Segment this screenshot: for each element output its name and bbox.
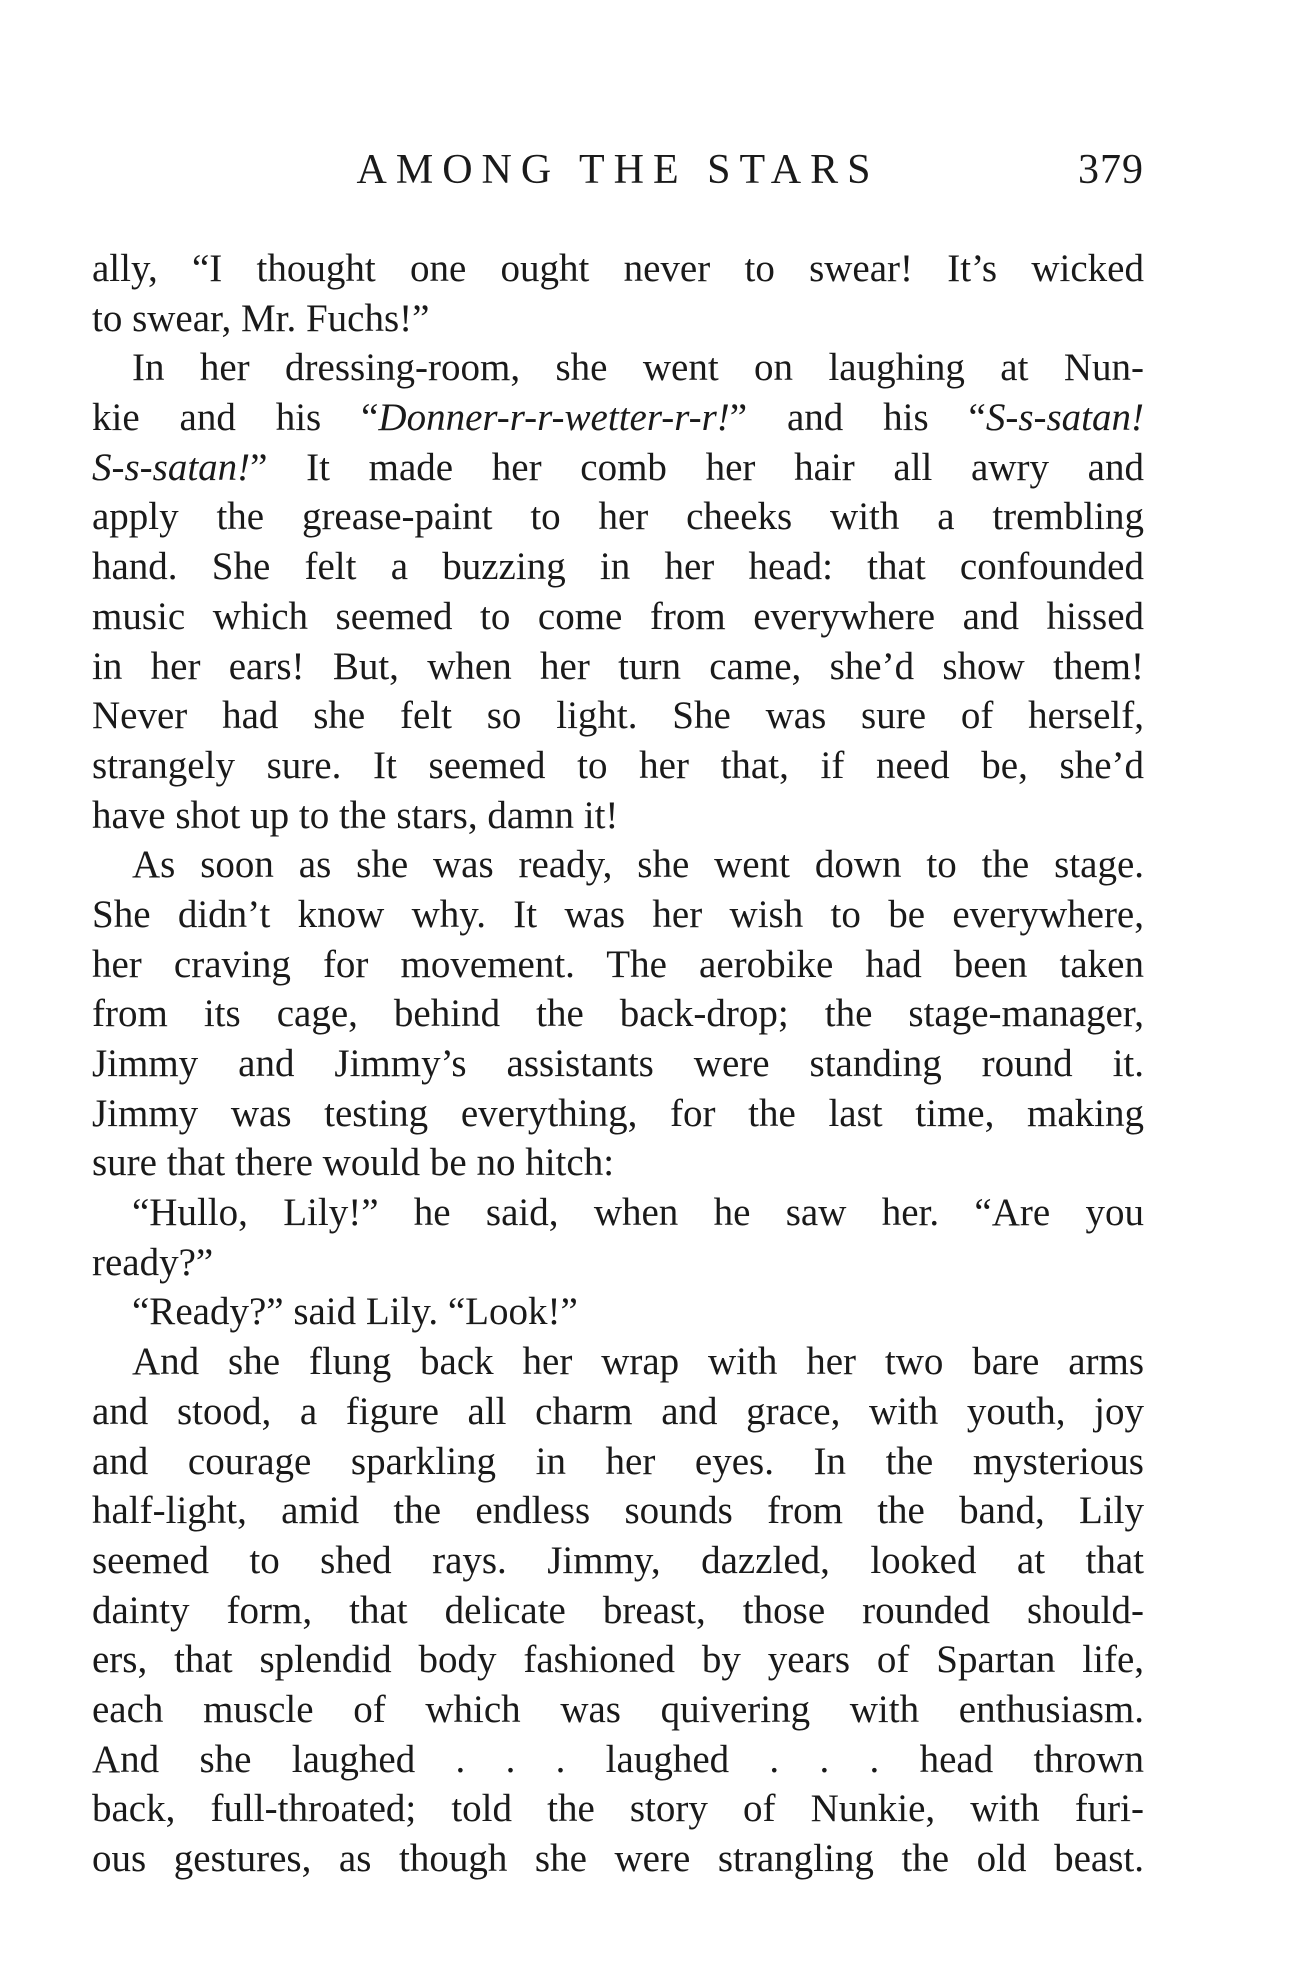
text-line: And she flung back her wrap with her two bare arms [132, 1340, 1144, 1384]
text-line: half-light, amid the endless sounds from the band, Lily [92, 1489, 1144, 1533]
running-head [92, 140, 1144, 200]
text-line: “Hullo, Lily!” he said, when he saw her. “Are you [132, 1191, 1144, 1235]
text-line: sure that there would be no hitch: [92, 1141, 615, 1185]
text-line: Jimmy was testing everything, for the last time, making [92, 1091, 1144, 1135]
text-line: music which seemed to come from everywhere and hissed [92, 594, 1144, 638]
text-line: ers, that splendid body fashioned by years of Spartan life, [92, 1638, 1144, 1682]
text-line: ally, “I thought one ought never to swear! It’s wicked [92, 247, 1144, 290]
text-line: each muscle of which was quivering with enthusiasm. [92, 1687, 1144, 1731]
text-line: strangely sure. It seemed to her that, if need be, she’d [92, 743, 1144, 787]
text-line: ous gestures, as though she were strangling the old beast. [92, 1837, 1144, 1880]
text-line: hand. She felt a buzzing in her head: that confounded [92, 545, 1144, 589]
text-line: Jimmy and Jimmy’s assistants were standing round it. [92, 1042, 1144, 1085]
text-line: have shot up to the stars, damn it! [92, 793, 619, 837]
text-line: She didn’t know why. It was her wish to be everywhere, [92, 892, 1144, 936]
text-line: Never had she felt so light. She was sure of herself, [92, 694, 1144, 738]
text-line: S-s-satan!” It made her comb her hair all awry and [92, 445, 1144, 489]
text-line: dainty form, that delicate breast, those rounded should- [92, 1588, 1144, 1632]
text-line: ready?” [92, 1240, 214, 1284]
body-text [92, 244, 1144, 1884]
page-number: 379 [1078, 147, 1144, 193]
running-title: AMONG THE STARS [356, 147, 880, 193]
text-line: and courage sparkling in her eyes. In the mysterious [92, 1439, 1144, 1483]
text-line: in her ears! But, when her turn came, she’d show them! [92, 644, 1144, 688]
text-line: And she laughed . . . laughed . . . head thrown [92, 1737, 1144, 1781]
text-line: seemed to shed rays. Jimmy, dazzled, looked at that [92, 1538, 1144, 1582]
text-line: apply the grease-paint to her cheeks with a trembling [92, 495, 1144, 539]
text-line: from its cage, behind the back-drop; the stage-manager, [92, 992, 1144, 1036]
text-line: and stood, a figure all charm and grace, with youth, joy [92, 1389, 1144, 1433]
text-line: As soon as she was ready, she went down to the stage. [132, 843, 1144, 887]
text-line: her craving for movement. The aerobike had been taken [92, 942, 1144, 986]
text-line: back, full-throated; told the story of Nunkie, with furi- [92, 1787, 1144, 1831]
text-line: “Ready?” said Lily. “Look!” [132, 1290, 578, 1334]
text-line: In her dressing-room, she went on laughing at Nun- [132, 346, 1144, 390]
text-line: kie and his “Donner-r-r-wetter-r-r!” and his “S-s-satan! [92, 396, 1144, 440]
text-line: to swear, Mr. Fuchs!” [92, 296, 430, 340]
